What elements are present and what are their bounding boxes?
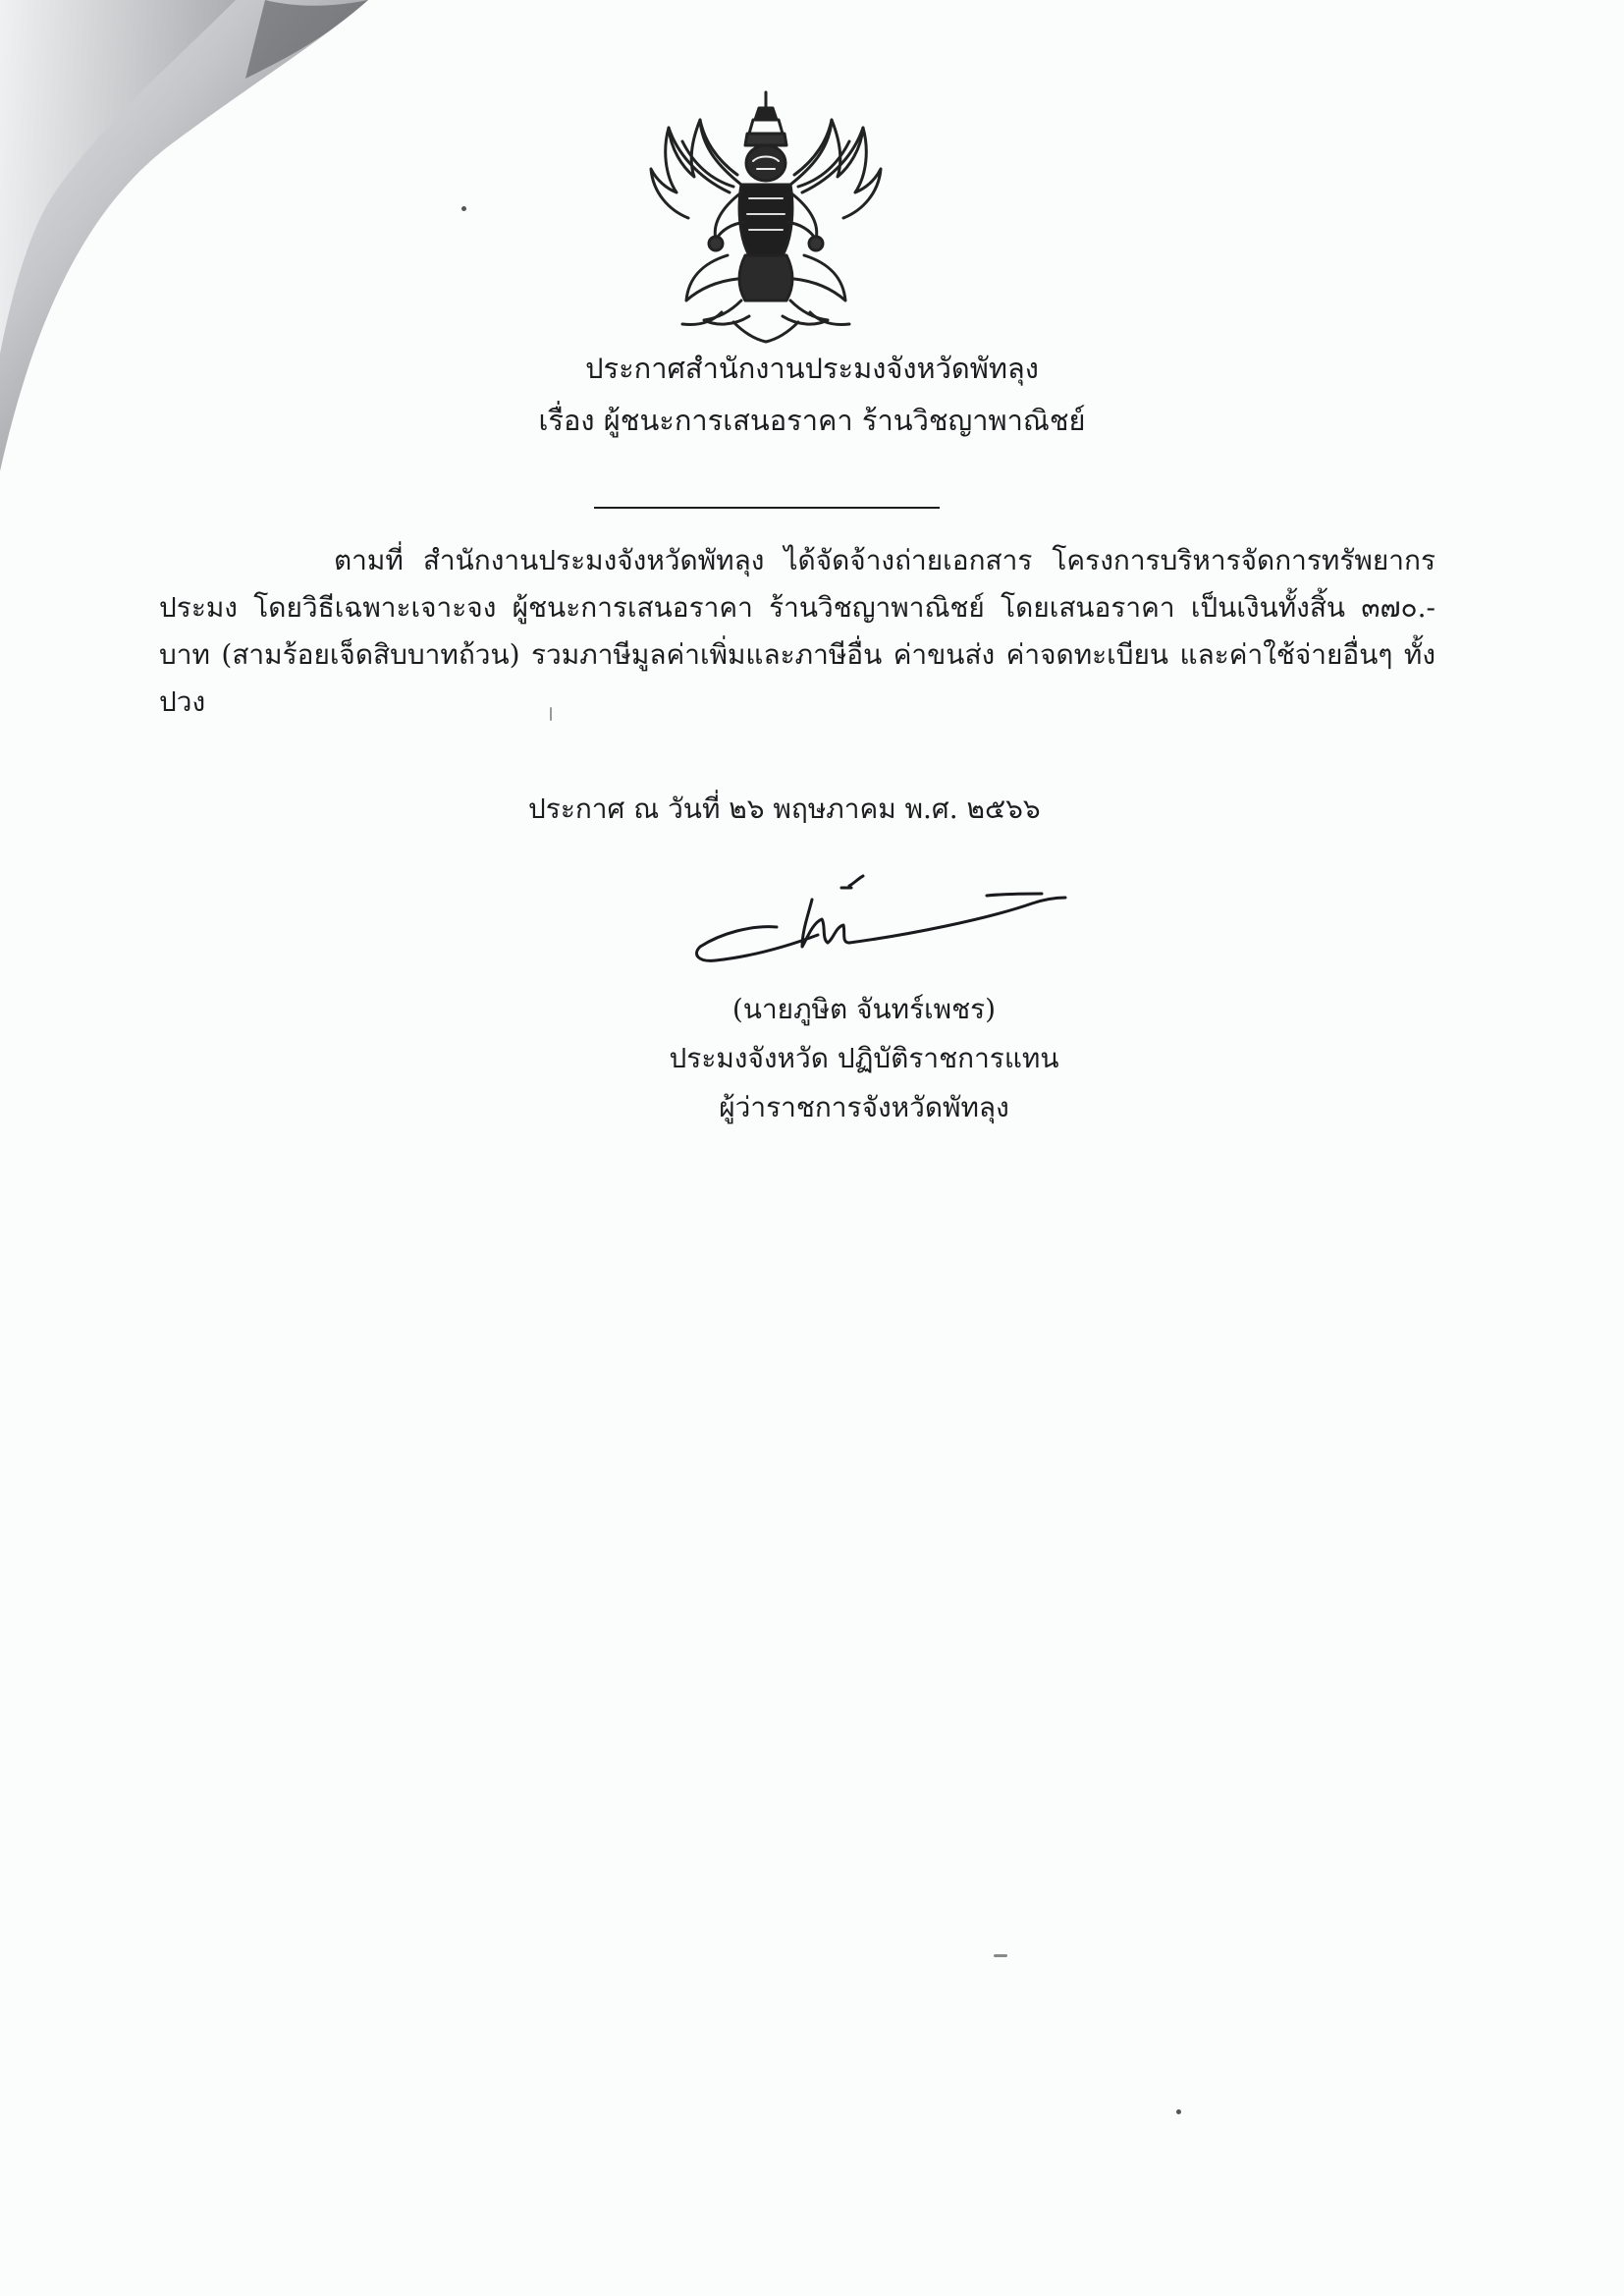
announcement-date: ประกาศ ณ วันที่ ๒๖ พฤษภาคม พ.ศ. ๒๕๖๖ xyxy=(528,793,1041,825)
signer-name: (นายภูษิต จันทร์เพชร) xyxy=(731,993,997,1025)
scan-speck xyxy=(550,707,552,721)
title-divider xyxy=(594,507,940,509)
signer-acting-for: ผู้ว่าราชการจังหวัดพัทลุง xyxy=(719,1091,1009,1123)
scan-speck xyxy=(461,206,466,211)
document-title-line2: เรื่อง ผู้ชนะการเสนอราคา ร้านวิชญาพาณิชย์ xyxy=(538,404,1086,437)
scan-speck xyxy=(994,1954,1007,1957)
garuda-emblem-icon xyxy=(643,90,889,346)
signer-position: ประมงจังหวัด ปฏิบัติราชการแทน xyxy=(669,1042,1059,1074)
document-title-line1: ประกาศสำนักงานประมงจังหวัดพัทลุง xyxy=(585,352,1039,385)
announcement-body: ตามที่ สำนักงานประมงจังหวัดพัทลุง ได้จัดจ้างถ่ายเอกสาร โครงการบริหารจัดการทรัพยากรประมง โดยวิธีเฉพาะเจาะจง ผู้ชนะการเสนอราคา ร้านวิชญาพาณิชย์ โดยเสนอราคา เป็นเงินทั้งสิ้น ๓๗๐.- บาท (สามร้อยเจ็ดสิบบาทถ้วน) รวมภาษีมูลค่าเพิ่มและภาษีอื่น ค่าขนส่ง ค่าจดทะเบียน และค่าใช้จ่ายอื่นๆ ทั้งปวง xyxy=(159,544,1435,718)
handwritten-signature-icon xyxy=(692,864,1124,982)
scan-speck xyxy=(1176,2109,1181,2114)
